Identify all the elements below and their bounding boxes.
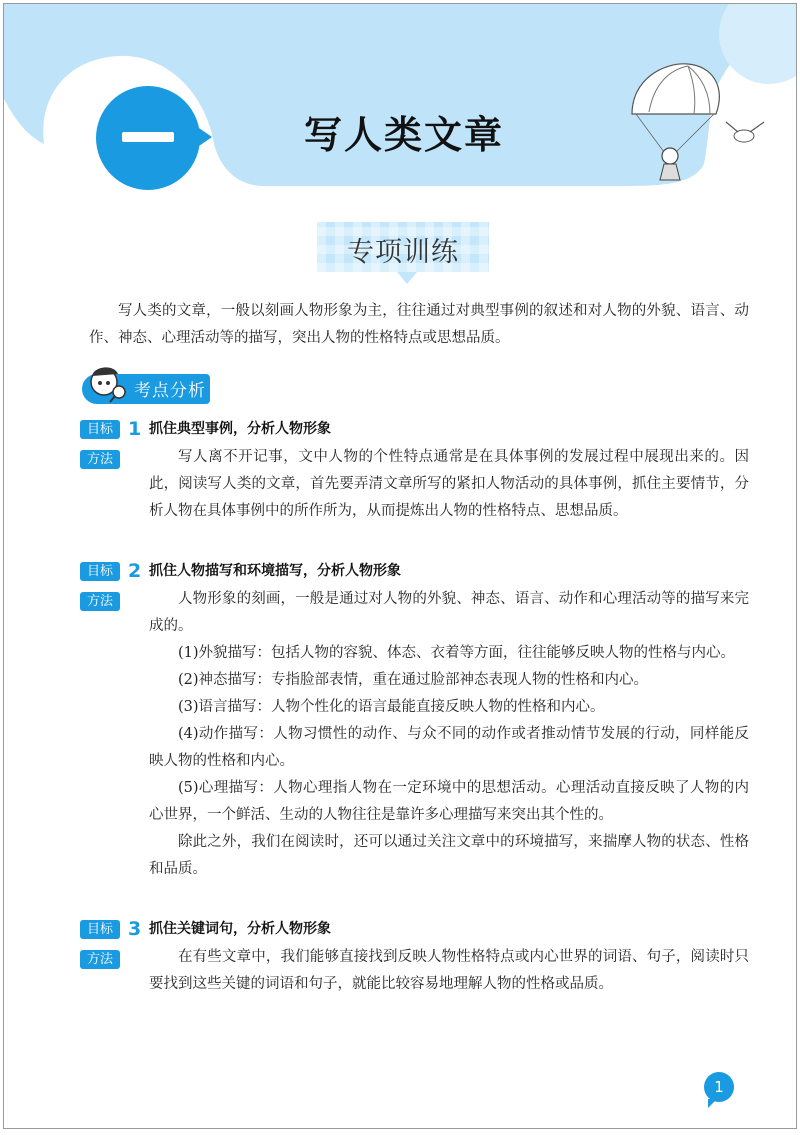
banner-blob-right <box>719 4 797 84</box>
method-badge-3: 方法 <box>80 950 120 969</box>
bird-illustration <box>726 122 764 142</box>
target-title-1: 抓住典型事例，分析人物形象 <box>149 421 331 437</box>
target-badge-1: 目标 <box>80 420 120 439</box>
method-paragraph: (2)神态描写：专指脸部表情，重在通过脸部神态表现人物的性格和内心。 <box>178 672 649 688</box>
target-title-3: 抓住关键词句，分析人物形象 <box>149 921 331 937</box>
book-page <box>3 3 797 1129</box>
method-body-3 <box>149 944 749 998</box>
method-paragraph: (3)语言描写：人物个性化的语言最能直接反映人物的性格和内心。 <box>178 699 605 715</box>
page-number: 1 <box>704 1072 734 1102</box>
method-badge-2: 方法 <box>80 592 120 611</box>
detective-mascot-icon <box>86 362 130 406</box>
method-body-1 <box>149 444 749 525</box>
section-title: 专项训练 <box>347 237 459 268</box>
target-number-1: 1 <box>128 418 142 440</box>
analysis-heading <box>82 374 210 404</box>
intro-paragraph: 写人类的文章，一般以刻画人物形象为主，往往通过对典型事例的叙述和对人物的外貌、语言、动作、神态、心理活动等的描写，突出人物的性格特点或思想品质。 <box>89 303 749 346</box>
analysis-label: 考点分析 <box>134 381 206 401</box>
method-paragraph: 人物形象的刻画，一般是通过对人物的外貌、神态、语言、动作和心理活动等的描写来完成的。 <box>149 591 749 634</box>
chapter-title: 写人类文章 <box>304 113 505 157</box>
method-badge-1: 方法 <box>80 450 120 469</box>
target-badge-2: 目标 <box>80 562 120 581</box>
method-paragraph: (1)外貌描写：包括人物的容貌、体态、衣着等方面，往往能够反映人物的性格与内心。 <box>178 645 736 661</box>
method-body-2 <box>149 586 749 883</box>
section-title-box <box>317 222 489 272</box>
target-number-2: 2 <box>128 560 142 582</box>
method-paragraph: 写人离不开记事，文中人物的个性特点通常是在具体事例的发展过程中展现出来的。因此，阅读写人类的文章，首先要弄清文章所写的紧扣人物活动的具体事例，抓住主要情节，分析人物在具体事例中的所作所为，从而提炼出人物的性格特点、思想品质。 <box>149 449 749 519</box>
method-paragraph: 除此之外，我们在阅读时，还可以通过关注文章中的环境描写，来揣摩人物的状态、性格和品质。 <box>149 834 749 877</box>
target-number-3: 3 <box>128 918 142 940</box>
method-paragraph: 在有些文章中，我们能够直接找到反映人物性格特点或内心世界的词语、句子，阅读时只要找到这些关键的词语和句子，就能比较容易地理解人物的性格或品质。 <box>149 949 749 992</box>
target-title-2: 抓住人物描写和环境描写，分析人物形象 <box>149 563 401 579</box>
method-paragraph: (5)心理描写：人物心理指人物在一定环境中的思想活动。心理活动直接反映了人物的内心世界，一个鲜活、生动的人物往往是靠许多心理描写来突出其个性的。 <box>149 780 749 823</box>
chapter-number-glyph <box>122 132 174 142</box>
target-badge-3: 目标 <box>80 920 120 939</box>
method-paragraph: (4)动作描写：人物习惯性的动作、与众不同的动作或者推动情节发展的行动，同样能反映人物的性格和内心。 <box>149 726 749 769</box>
